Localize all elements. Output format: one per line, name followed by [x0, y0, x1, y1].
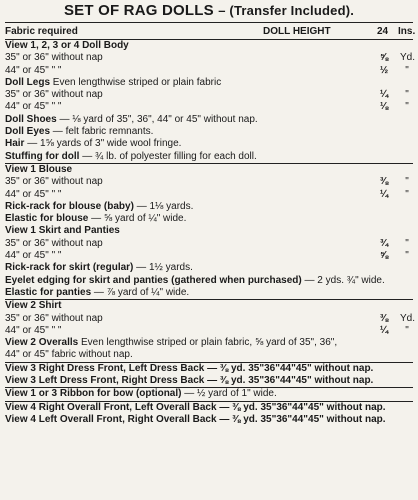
row-text: — ¾ lb. of polyester filling for each doll.: [79, 150, 257, 162]
table-row: [5, 287, 413, 299]
table-row: [5, 275, 413, 287]
table-row: [5, 52, 416, 64]
row-item-name: Hair: [5, 138, 25, 150]
row-label: [5, 375, 373, 387]
table-row: [5, 262, 413, 274]
row-unit: ": [405, 176, 409, 188]
row-label: [5, 164, 72, 176]
row-label: [5, 114, 258, 126]
row-text: — felt fabric remnants.: [50, 126, 154, 138]
table-row: [5, 89, 413, 101]
row-text: Even lengthwise striped or plain fabric: [50, 76, 222, 88]
row-item-name: Doll Legs: [5, 76, 51, 88]
row-label: [5, 337, 337, 349]
row-quantity: ⅛: [379, 101, 389, 113]
row-item-name: Doll Eyes: [5, 126, 51, 138]
row-label: [5, 126, 153, 138]
row-text: View 1 Skirt and Panties: [5, 225, 120, 237]
row-text: View 3 Left Dress Front, Right Dress Back — ⅜ yd. 35"36"44"45" without nap.: [5, 375, 374, 387]
row-item-name: Elastic for blouse: [5, 213, 89, 225]
table-row: [5, 213, 413, 225]
row-label: [5, 313, 103, 325]
row-item-name: Rick-rack for skirt (regular): [5, 262, 134, 274]
row-text: View 1, 2, 3 or 4 Doll Body: [5, 40, 129, 51]
row-quantity: ½: [379, 64, 389, 76]
row-quantity: ¾: [379, 237, 389, 249]
row-label: [5, 77, 221, 89]
row-label: [5, 300, 62, 312]
table-row: [5, 201, 413, 213]
row-text: 44" or 45" " ": [5, 101, 62, 113]
row-unit: ": [405, 89, 409, 101]
row-unit: Yd.: [400, 52, 416, 64]
table-row: [5, 65, 413, 77]
row-item-name: View 1 or 3 Ribbon for bow (optional): [5, 388, 182, 400]
row-quantity: ⅝: [379, 250, 389, 262]
table-row: [5, 299, 413, 312]
table-header: [5, 23, 416, 40]
row-unit: ": [405, 250, 409, 262]
fabric-header: Fabric required: [5, 26, 78, 37]
table-row: [5, 375, 413, 387]
row-text: View 3 Right Dress Front, Left Dress Back — ⅜ yd. 35"36"44"45" without nap.: [5, 362, 374, 374]
table-row: [5, 387, 413, 400]
row-text: 35" or 36" without nap: [5, 237, 103, 249]
row-quantity: ⅜: [379, 312, 389, 324]
row-text: View 4 Left Overall Front, Right Overall Back — ⅜ yd. 35"36"44"45" without nap.: [5, 413, 386, 425]
row-text: — 1½ yards.: [133, 262, 193, 274]
table-row: [5, 189, 413, 201]
row-text: — ⅛ yard of 35", 36", 44" or 45" without nap.: [56, 113, 258, 125]
row-label: [5, 138, 181, 150]
row-unit: ": [405, 188, 409, 200]
row-quantity: ¼: [379, 188, 389, 200]
table-row: [5, 238, 413, 250]
unit-header: Ins.: [398, 26, 416, 37]
table-row: [5, 362, 413, 375]
row-label: [5, 89, 103, 101]
row-text: View 2 Shirt: [5, 300, 62, 312]
table-row: [5, 151, 413, 163]
row-label: [5, 101, 61, 113]
row-quantity: ⅜: [379, 176, 389, 188]
row-unit: ": [405, 237, 409, 249]
row-label: [5, 262, 193, 274]
subtitle-text: – (Transfer Included).: [218, 3, 355, 18]
row-item-name: Eyelet edging for skirt and panties (gathered when purchased): [5, 274, 302, 286]
row-unit: Yd.: [400, 312, 416, 324]
table-row: [5, 176, 413, 188]
row-text: 35" or 36" without nap: [5, 176, 103, 188]
row-label: [5, 189, 61, 201]
table-row: [5, 337, 413, 349]
row-label: [5, 238, 103, 250]
title-text: SET OF RAG DOLLS: [63, 2, 214, 19]
row-item-name: Doll Shoes: [5, 113, 57, 125]
table-row: [5, 138, 413, 150]
row-text: — ⅞ yard of ¼" wide.: [91, 286, 190, 298]
row-text: — 1⅝ yards of 3" wide wool fringe.: [24, 138, 182, 150]
row-label: [5, 151, 257, 163]
row-label: [5, 388, 277, 400]
row-text: View 4 Right Overall Front, Left Overall Back — ⅜ yd. 35"36"44"45" without nap.: [5, 401, 386, 413]
row-quantity: ¼: [379, 324, 389, 336]
row-text: — ⅝ yard of ¼" wide.: [88, 213, 187, 225]
table-row: [5, 101, 413, 113]
row-label: [5, 65, 61, 77]
row-text: — 1⅛ yards.: [133, 200, 194, 212]
row-text: 44" or 45" " ": [5, 188, 62, 200]
table-row: [5, 325, 413, 337]
row-item-name: Elastic for panties: [5, 286, 92, 298]
size-header: 24: [377, 26, 389, 37]
table-row: [5, 349, 413, 361]
row-text: 44" or 45" fabric without nap.: [5, 349, 133, 361]
row-label: [5, 287, 189, 299]
row-text: — ½ yard of 1" wide.: [181, 388, 277, 400]
row-text: 44" or 45" " ": [5, 64, 62, 76]
fabric-table: [5, 22, 416, 426]
row-label: [5, 201, 193, 213]
table-row: [5, 114, 413, 126]
table-row: [5, 250, 413, 262]
row-unit: ": [405, 64, 409, 76]
row-text: 35" or 36" without nap: [5, 89, 103, 101]
table-body: [5, 40, 416, 426]
row-label: [5, 213, 186, 225]
table-row: [5, 225, 413, 237]
table-row: [5, 414, 413, 426]
page-title: [0, 2, 418, 19]
row-label: [5, 363, 373, 375]
row-label: [5, 40, 129, 52]
row-quantity: ⅝: [379, 52, 389, 64]
row-text: 35" or 36" without nap: [5, 52, 103, 64]
row-text: 44" or 45" " ": [5, 250, 62, 262]
row-label: [5, 349, 133, 361]
row-text: View 1 Blouse: [5, 163, 73, 175]
row-label: [5, 275, 385, 287]
table-row: [5, 77, 413, 89]
doll-height-header: DOLL HEIGHT: [263, 26, 331, 37]
table-row: [5, 40, 413, 52]
row-item-name: Rick-rack for blouse (baby): [5, 200, 134, 212]
row-label: [5, 402, 386, 414]
row-unit: ": [405, 101, 409, 113]
row-text: — 2 yds. ¾" wide.: [301, 274, 385, 286]
row-quantity: ¼: [379, 89, 389, 101]
table-row: [5, 312, 416, 325]
row-label: [5, 52, 103, 64]
row-label: [5, 325, 61, 337]
row-label: [5, 250, 61, 262]
row-text: 44" or 45" " ": [5, 324, 62, 336]
row-item-name: View 2 Overalls: [5, 337, 79, 349]
table-row: [5, 401, 413, 414]
row-unit: ": [405, 324, 409, 336]
row-label: [5, 176, 103, 188]
table-row: [5, 163, 413, 176]
row-item-name: Stuffing for doll: [5, 150, 80, 162]
row-label: [5, 414, 386, 426]
row-text: Even lengthwise striped or plain fabric, ⅝ yard of 35", 36",: [78, 337, 338, 349]
row-label: [5, 225, 120, 237]
row-text: 35" or 36" without nap: [5, 312, 103, 324]
table-row: [5, 126, 413, 138]
